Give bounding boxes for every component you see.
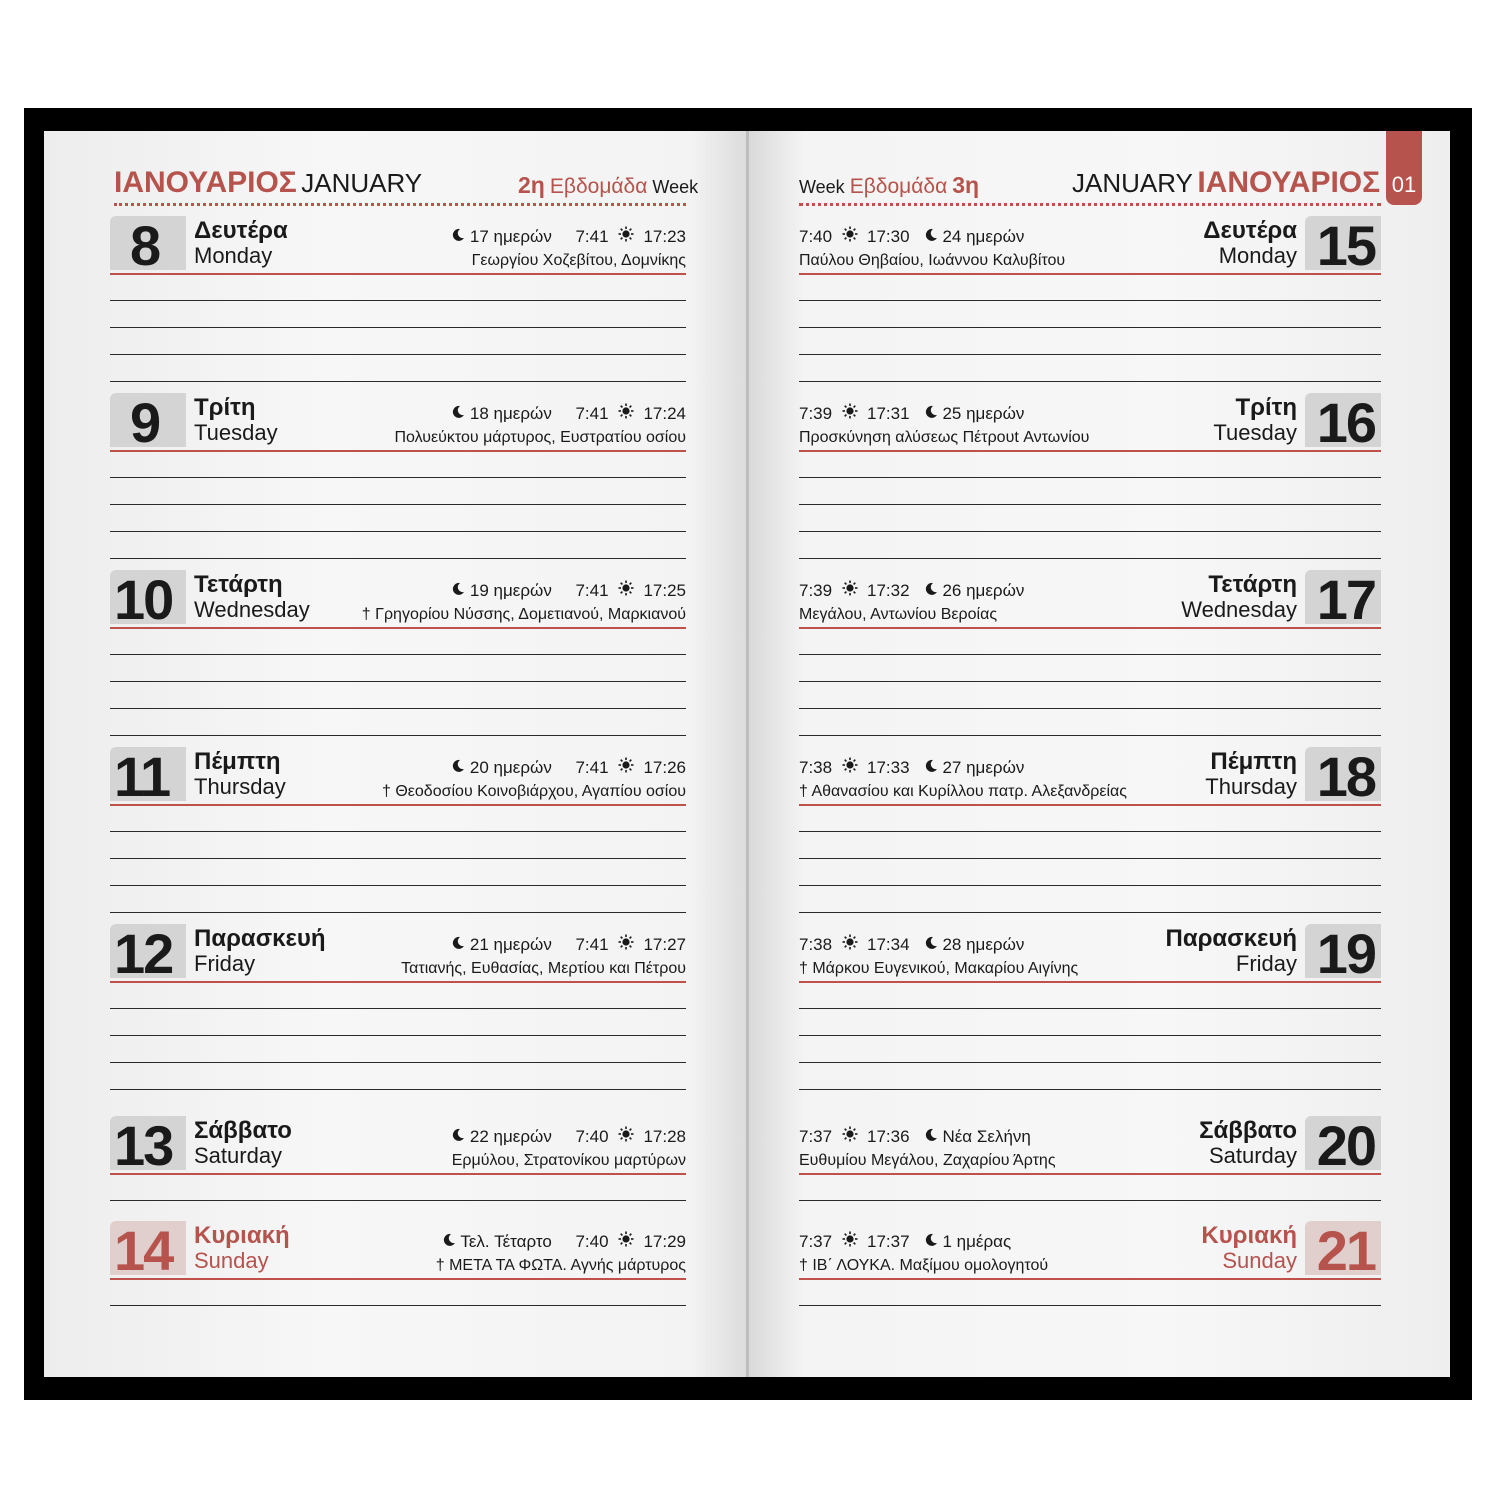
right-astro-info [799,226,1024,247]
left-note-line[interactable] [110,858,686,859]
left-week-num: 2η [518,172,545,198]
right-note-line[interactable] [799,531,1381,532]
left-day-13[interactable] [110,1116,686,1178]
sunrise-time: 7:37 [799,1127,833,1146]
right-day-underline [799,1173,1381,1175]
moon-icon [451,581,465,601]
right-saints-nameday: † Μάρκου Ευγενικού, Μακαρίου Αιγίνης [799,960,1079,977]
right-saints-nameday: Προσκύνηση αλύσεως Πέτρουt Αντωνίου [799,429,1090,446]
right-day-name-gr: Παρασκευή [1165,925,1297,952]
sun-icon [842,1126,858,1147]
left-note-line[interactable] [110,735,686,736]
sun-icon [842,934,858,955]
right-note-line[interactable] [799,477,1381,478]
right-day-underline [799,981,1381,983]
moon-icon [451,935,465,955]
left-note-line[interactable] [110,1089,686,1090]
right-month-en: JANUARY [1072,168,1193,198]
right-month-gr: ΙΑΝΟΥΑΡΙΟΣ [1197,166,1381,199]
sunrise-time: 7:40 [575,1232,609,1251]
left-date-number: 13 [114,1114,173,1177]
left-day-name-gr: Κυριακή [194,1222,290,1249]
right-note-line[interactable] [799,858,1381,859]
left-note-line[interactable] [110,912,686,913]
left-day-9[interactable] [110,393,686,455]
sunset-time: 17:24 [643,404,686,423]
right-astro-info [799,1231,1011,1252]
right-day-underline [799,273,1381,275]
left-day-name-gr: Τρίτη [194,394,256,421]
page-spine [746,131,749,1377]
left-note-line[interactable] [110,1062,686,1063]
sunset-time: 17:33 [867,758,910,777]
sunrise-time: 7:38 [799,935,833,954]
moon-phase: 20 ημερών [469,758,552,777]
left-week-gr: Εβδομάδα [549,175,648,198]
sunset-time: 17:26 [643,758,686,777]
left-note-line[interactable] [110,354,686,355]
right-date-number: 20 [1316,1114,1375,1177]
left-date-number: 8 [130,214,160,277]
left-month-gr: ΙΑΝΟΥΑΡΙΟΣ [114,166,297,199]
sun-icon [618,403,634,424]
left-note-line[interactable] [110,681,686,682]
right-day-name-en: Monday [1218,243,1297,268]
left-day-underline [110,1173,686,1175]
moon-phase: 28 ημερών [942,935,1025,954]
right-day-name-en: Tuesday [1213,420,1297,445]
right-astro-info [799,1126,1031,1147]
left-date-number: 12 [114,922,173,985]
right-note-line[interactable] [799,327,1381,328]
left-note-line[interactable] [110,1035,686,1036]
moon-icon [924,581,938,601]
moon-phase: 1 ημέρας [942,1232,1012,1251]
moon-phase: 22 ημερών [469,1127,552,1146]
right-note-line[interactable] [799,300,1381,301]
right-note-line[interactable] [799,885,1381,886]
moon-icon [924,227,938,247]
right-note-line[interactable] [799,381,1381,382]
left-note-line[interactable] [110,477,686,478]
right-day-name-en: Friday [1235,951,1297,976]
left-note-line[interactable] [110,300,686,301]
right-note-line[interactable] [799,912,1381,913]
left-day-underline [110,627,686,629]
left-day-underline [110,1278,686,1280]
left-note-line[interactable] [110,885,686,886]
left-day-name-en: Tuesday [194,420,278,445]
left-day-underline [110,981,686,983]
sunset-time: 17:36 [867,1127,910,1146]
sunrise-time: 7:41 [575,227,609,246]
right-note-line[interactable] [799,558,1381,559]
right-note-line[interactable] [799,1089,1381,1090]
sunrise-time: 7:41 [575,758,609,777]
left-day-name-en: Wednesday [194,597,310,622]
right-day-underline [799,1278,1381,1280]
sun-icon [618,757,634,778]
left-astro-info [451,580,686,601]
right-day-18[interactable] [799,747,1381,809]
moon-icon [924,1232,938,1252]
right-note-line[interactable] [799,1035,1381,1036]
sunset-time: 17:34 [867,935,910,954]
right-note-line[interactable] [799,1008,1381,1009]
right-month-title [1072,166,1380,206]
left-astro-info [451,403,686,424]
sun-icon [842,226,858,247]
left-astro-info [451,934,686,955]
right-week-en: Week [799,177,845,197]
left-note-line[interactable] [110,708,686,709]
right-date-number: 18 [1316,745,1375,808]
left-header-divider [114,203,686,206]
right-day-15[interactable] [799,216,1381,278]
left-day-14[interactable] [110,1221,686,1283]
left-note-line[interactable] [110,831,686,832]
left-note-line[interactable] [110,1305,686,1306]
left-day-11[interactable] [110,747,686,809]
left-astro-info [442,1231,686,1252]
left-month-en: JANUARY [301,168,423,198]
sunset-time: 17:27 [643,935,686,954]
left-day-8[interactable] [110,216,686,278]
left-day-name-gr: Παρασκευή [194,925,326,952]
left-month-title [114,166,422,206]
right-date-number: 17 [1316,568,1375,631]
right-note-line[interactable] [799,1305,1381,1306]
right-date-number: 16 [1316,391,1375,454]
left-day-name-en: Sunday [194,1248,269,1273]
left-day-name-en: Monday [194,243,273,268]
left-day-name-gr: Σάββατο [194,1117,292,1144]
sunset-time: 17:30 [867,227,910,246]
right-week-gr: Εβδομάδα [849,175,948,198]
right-note-line[interactable] [799,681,1381,682]
sunrise-time: 7:39 [799,581,833,600]
moon-phase: Νέα Σελήνη [942,1127,1031,1146]
right-note-line[interactable] [799,1200,1381,1201]
moon-icon [451,758,465,778]
moon-icon [924,404,938,424]
moon-phase: 17 ημερών [469,227,552,246]
sunrise-time: 7:41 [575,404,609,423]
left-day-10[interactable] [110,570,686,632]
sun-icon [618,1231,634,1252]
right-note-line[interactable] [799,1062,1381,1063]
moon-icon [451,404,465,424]
left-astro-info [451,757,686,778]
left-date-number: 14 [114,1219,173,1282]
right-date-number: 21 [1316,1219,1375,1282]
moon-icon [451,1127,465,1147]
right-day-underline [799,804,1381,806]
right-day-name-gr: Κυριακή [1201,1222,1297,1249]
sun-icon [618,226,634,247]
left-day-underline [110,804,686,806]
right-day-name-gr: Δευτέρα [1203,217,1297,244]
sunrise-time: 7:37 [799,1232,833,1251]
sun-icon [842,1231,858,1252]
left-saints-nameday: † Θεοδοσίου Κοινοβιάρχου, Αγαπίου οσίου [381,783,686,800]
left-note-line[interactable] [110,1200,686,1201]
sun-icon [842,580,858,601]
right-astro-info [799,934,1024,955]
left-saints-nameday: Γεωργίου Χοζεβίτου, Δομνίκης [471,252,686,269]
right-header-divider [799,203,1381,206]
right-note-line[interactable] [799,831,1381,832]
right-day-21[interactable] [799,1221,1381,1283]
right-date-number: 15 [1316,214,1375,277]
right-day-name-en: Sunday [1222,1248,1297,1273]
right-astro-info [799,757,1024,778]
left-saints-nameday: † ΜΕΤΑ ΤΑ ΦΩΤΑ. Αγνής μάρτυρος [435,1257,686,1274]
left-day-name-en: Saturday [194,1143,283,1168]
right-day-16[interactable] [799,393,1381,455]
sun-icon [842,403,858,424]
left-week-label [518,172,698,212]
left-day-12[interactable] [110,924,686,986]
sunrise-time: 7:40 [799,227,833,246]
moon-phase: 24 ημερών [942,227,1025,246]
left-note-line[interactable] [110,558,686,559]
left-day-name-gr: Πέμπτη [194,748,281,775]
left-day-underline [110,450,686,452]
right-note-line[interactable] [799,708,1381,709]
left-note-line[interactable] [110,1008,686,1009]
sunset-time: 17:29 [643,1232,686,1251]
sunrise-time: 7:41 [575,935,609,954]
left-date-number: 11 [114,745,170,808]
right-day-19[interactable] [799,924,1381,986]
right-saints-nameday: Μεγάλου, Αντωνίου Βεροίας [799,606,998,623]
moon-icon [442,1232,456,1252]
right-astro-info [799,580,1024,601]
left-saints-nameday: Τατιανής, Ευθασίας, Μερτίου και Πέτρου [401,960,686,977]
right-note-line[interactable] [799,504,1381,505]
sun-icon [618,1126,634,1147]
moon-icon [924,935,938,955]
left-date-number: 10 [114,568,173,631]
right-saints-nameday: † ΙΒ΄ ΛΟΥΚΑ. Μαξίμου ομολογητού [799,1257,1049,1274]
right-week-label [799,172,979,212]
right-day-name-gr: Πέμπτη [1210,748,1297,775]
moon-phase: 25 ημερών [942,404,1025,423]
moon-phase: 18 ημερών [469,404,552,423]
left-week-en: Week [652,177,699,197]
sun-icon [842,757,858,778]
left-note-line[interactable] [110,504,686,505]
left-date-number: 9 [130,391,160,454]
left-day-name-en: Thursday [194,774,286,799]
left-note-line[interactable] [110,531,686,532]
left-note-line[interactable] [110,327,686,328]
right-day-17[interactable] [799,570,1381,632]
right-day-underline [799,450,1381,452]
sunset-time: 17:25 [643,581,686,600]
left-saints-nameday: † Γρηγορίου Νύσσης, Δομετιανού, Μαρκιανού [361,606,686,623]
moon-phase: 27 ημερών [942,758,1025,777]
sunset-time: 17:23 [643,227,686,246]
sun-icon [618,934,634,955]
right-saints-nameday: Παύλου Θηβαίου, Ιωάννου Καλυβίτου [799,252,1066,269]
right-saints-nameday: Ευθυμίου Μεγάλου, Ζαχαρίου Άρτης [799,1152,1056,1169]
right-astro-info [799,403,1024,424]
sunset-time: 17:32 [867,581,910,600]
sunrise-time: 7:39 [799,404,833,423]
moon-phase: 19 ημερών [469,581,552,600]
left-astro-info [451,226,686,247]
sunrise-time: 7:41 [575,581,609,600]
right-note-line[interactable] [799,654,1381,655]
moon-phase: Τελ. Τέταρτο [460,1232,552,1251]
left-note-line[interactable] [110,654,686,655]
right-day-name-en: Thursday [1205,774,1297,799]
sunset-time: 17:31 [867,404,910,423]
right-week-num: 3η [952,172,980,198]
right-saints-nameday: † Αθανασίου και Κυρίλλου πατρ. Αλεξανδρείας [799,783,1127,800]
moon-icon [451,227,465,247]
left-day-underline [110,273,686,275]
left-saints-nameday: Ερμύλου, Στρατονίκου μαρτύρων [451,1152,686,1169]
left-day-name-en: Friday [194,951,256,976]
sunrise-time: 7:40 [575,1127,609,1146]
sun-icon [618,580,634,601]
left-saints-nameday: Πολυεύκτου μάρτυρος, Ευστρατίου οσίου [394,429,686,446]
left-note-line[interactable] [110,381,686,382]
left-day-name-gr: Δευτέρα [194,217,288,244]
moon-phase: 21 ημερών [469,935,552,954]
sunset-time: 17:37 [867,1232,910,1251]
right-note-line[interactable] [799,735,1381,736]
right-day-underline [799,627,1381,629]
right-day-name-en: Wednesday [1181,597,1297,622]
right-day-name-gr: Τετάρτη [1208,571,1297,598]
sunset-time: 17:28 [643,1127,686,1146]
left-day-name-gr: Τετάρτη [194,571,283,598]
right-day-20[interactable] [799,1116,1381,1178]
right-day-name-gr: Σάββατο [1199,1117,1297,1144]
right-note-line[interactable] [799,354,1381,355]
right-day-name-gr: Τρίτη [1235,394,1297,421]
moon-phase: 26 ημερών [942,581,1025,600]
moon-icon [924,758,938,778]
right-day-name-en: Saturday [1208,1143,1297,1168]
moon-icon [924,1127,938,1147]
left-astro-info [451,1126,686,1147]
right-date-number: 19 [1316,922,1375,985]
sunrise-time: 7:38 [799,758,833,777]
month-tab[interactable]: 01 [1386,131,1422,205]
